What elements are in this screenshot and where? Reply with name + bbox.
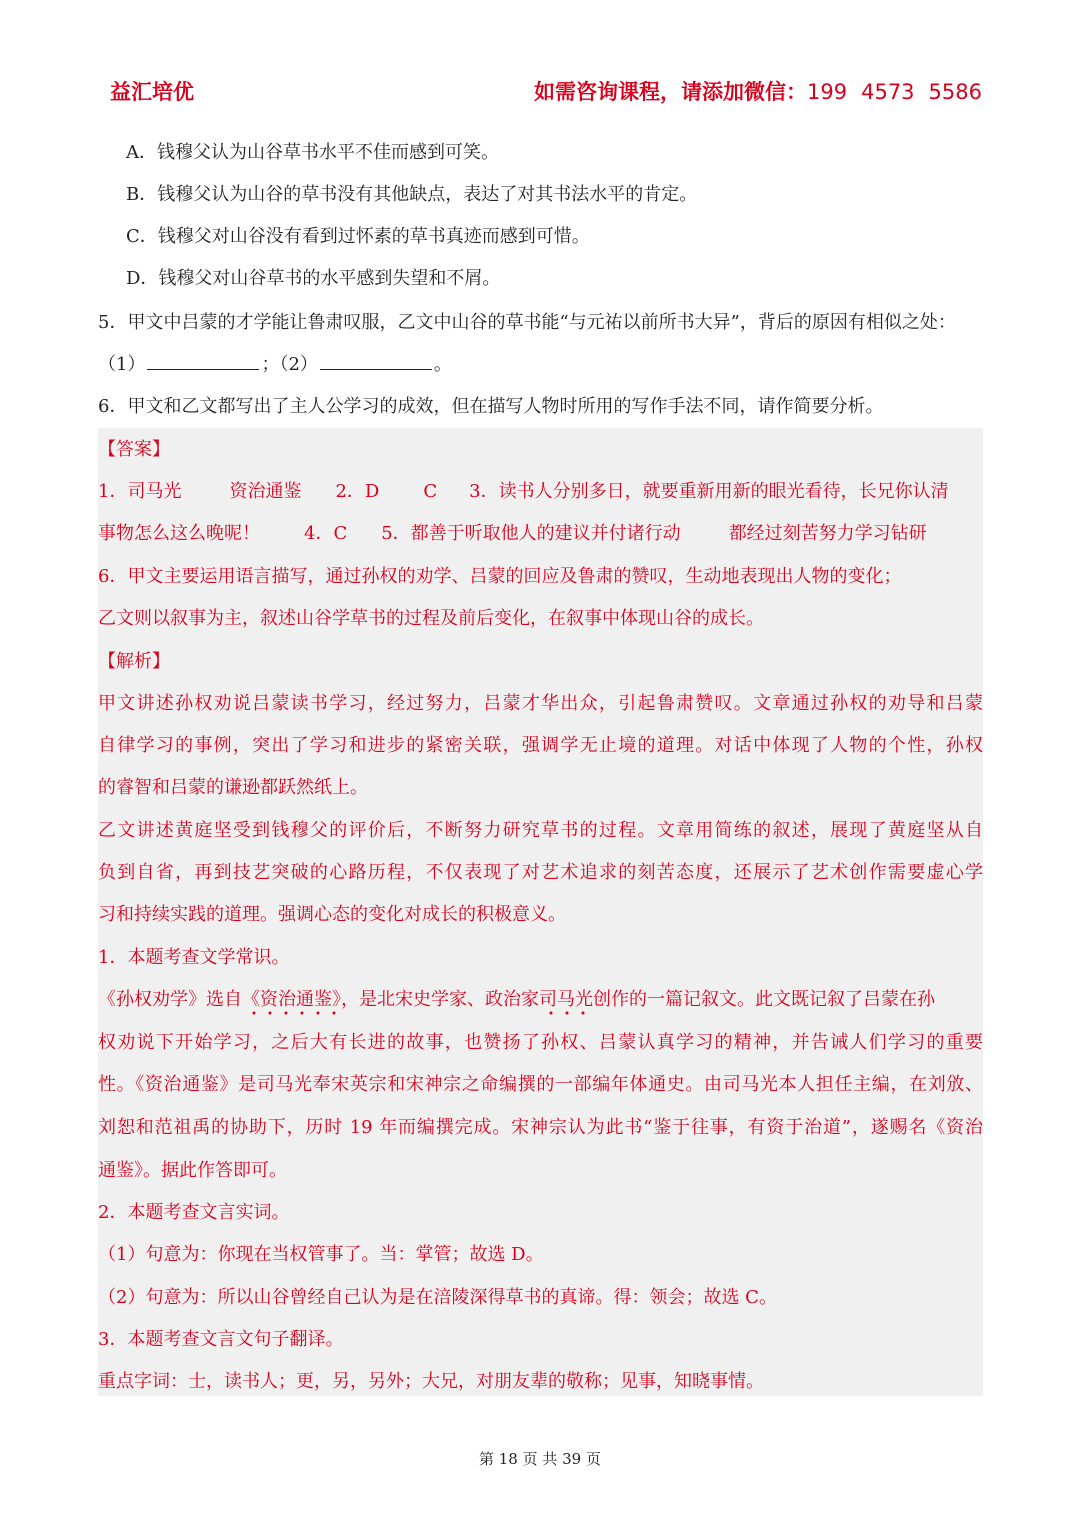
section-3-line: 重点字词：士，读书人；更，另，另外；大兄，对朋友辈的敬称；见事，知晓事情。 <box>98 1371 764 1392</box>
answer-blank-2[interactable] <box>320 351 432 370</box>
answer-line-2: 事物怎么这么晚呢！ 4．C 5．都善于听取他人的建议并付诸行动 都经过刻苦努力学习钻研 <box>98 523 927 544</box>
section-1-line-5: 通鉴》。据此作答即可。 <box>98 1160 287 1181</box>
section-2-item-1: （1）句意为：你现在当权管事了。当：掌管；故选 D。 <box>98 1244 544 1265</box>
analysis-p1-line-3: 的睿智和吕蒙的谦逊都跃然纸上。 <box>98 777 368 798</box>
analysis-p2-line-3: 习和持续实践的道理。强调心态的变化对成长的积极意义。 <box>98 904 566 925</box>
section-1-title: 1．本题考查文学常识。 <box>98 947 290 968</box>
analysis-p1-line-2: 自律学习的事例，突出了学习和进步的紧密关联，强调学无止境的道理。对话中体现了人物的个性，孙权 <box>98 735 983 756</box>
brand-name: 益汇培优 <box>110 80 194 104</box>
question-5-blanks: （1） ；（2） 。 <box>98 351 983 379</box>
answer-blank-1[interactable] <box>147 351 259 370</box>
section-2-title: 2．本题考查文言实词。 <box>98 1202 290 1223</box>
option-b: B．钱穆父认为山谷的草书没有其他缺点，表达了对其书法水平的肯定。 <box>126 184 698 205</box>
section-3-title: 3．本题考查文言文句子翻译。 <box>98 1329 344 1350</box>
wechat-number: 199 4573 5586 <box>807 80 982 104</box>
section-2-item-2: （2）句意为：所以山谷曾经自己认为是在涪陵深得草书的真谛。得：领会；故选 C。 <box>98 1287 777 1308</box>
question-6: 6．甲文和乙文都写出了主人公学习的成效，但在描写人物时所用的写作手法不同，请作简要分析。 <box>98 396 884 417</box>
analysis-p1-line-1: 甲文讲述孙权劝说吕蒙读书学习，经过努力，吕蒙才华出众，引起鲁肃赞叹。文章通过孙权的劝导和吕蒙 <box>98 693 983 714</box>
section-1-line-4: 刘恕和范祖禹的协助下，历时 19 年而编撰完成。宋神宗认为此书“鉴于往事，有资于治道”，遂赐名《资治 <box>98 1117 983 1138</box>
answer-line-1: 1．司马光 资治通鉴 2．D C 3．读书人分别多日，就要重新用新的眼光看待，长兄你认清 <box>98 481 949 502</box>
option-d: D．钱穆父对山谷草书的水平感到失望和不屑。 <box>126 268 501 289</box>
section-1-line-3: 性。《资治通鉴》是司马光奉宋英宗和宋神宗之命编撰的一部编年体通史。由司马光本人担任主编，在刘攽、 <box>98 1074 983 1095</box>
question-5: 5．甲文中吕蒙的才学能让鲁肃叹服，乙文中山谷的草书能“与元祐以前所书大异”，背后的原因有相似之处： <box>98 312 956 333</box>
option-c: C．钱穆父对山谷没有看到过怀素的草书真迹而感到可惜。 <box>126 226 590 247</box>
analysis-p2-line-2: 负到自省，再到技艺突破的心路历程，不仅表现了对艺术追求的刻苦态度，还展示了艺术创作需要虚心学 <box>98 862 983 883</box>
contact-label: 如需咨询课程，请添加微信： <box>534 80 807 104</box>
page-number: 第 18 页 共 39 页 <box>478 1450 601 1468</box>
emphasis-author: 司马光 <box>539 989 593 1016</box>
answer-line-3: 6．甲文主要运用语言描写，通过孙权的劝学、吕蒙的回应及鲁肃的赞叹，生动地表现出人物的变化； <box>98 566 902 587</box>
answer-heading: 【答案】 <box>98 439 170 460</box>
option-a: A．钱穆父认为山谷草书水平不佳而感到可笑。 <box>126 142 499 163</box>
contact-info <box>534 78 982 106</box>
emphasis-book-title: 《资治通鉴》 <box>242 989 341 1016</box>
analysis-p2-line-1: 乙文讲述黄庭坚受到钱穆父的评价后，不断努力研究草书的过程。文章用简练的叙述，展现了黄庭坚从自 <box>98 820 983 841</box>
analysis-heading: 【解析】 <box>98 651 170 672</box>
section-1-line-2: 权劝说下开始学习，之后大有长进的故事，也赞扬了孙权、吕蒙认真学习的精神，并告诫人们学习的重要 <box>98 1032 983 1053</box>
section-1-line-1: 《孙权劝学》选自《资治通鉴》，是北宋史学家、政治家司马光创作的一篇记叙文。此文既记叙了吕蒙在孙 <box>98 986 983 1014</box>
answer-line-4: 乙文则以叙事为主，叙述山谷学草书的过程及前后变化，在叙事中体现山谷的成长。 <box>98 608 764 629</box>
